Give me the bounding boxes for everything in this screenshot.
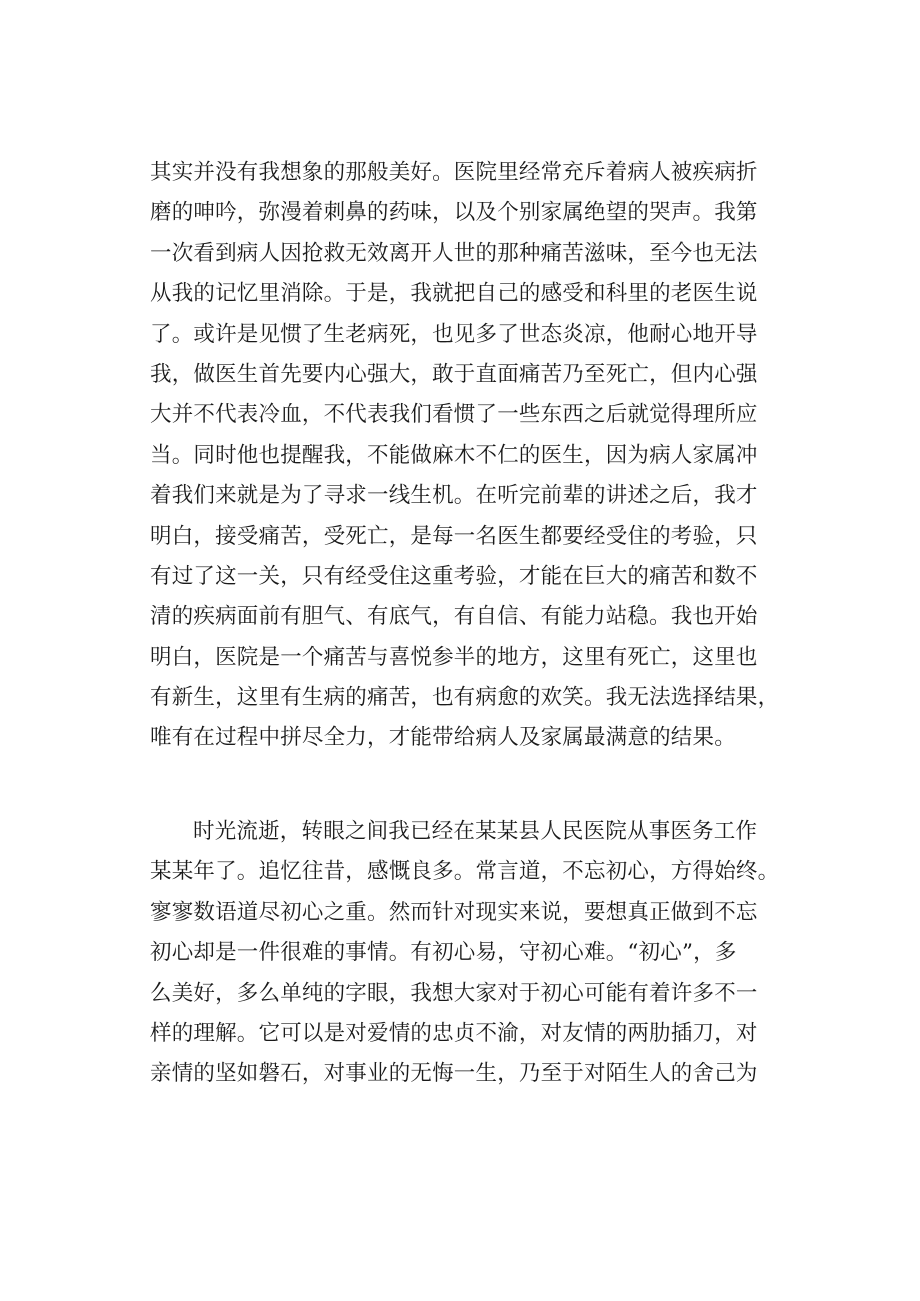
paragraph-line: 着我们来就是为了寻求一线生机。在听完前辈的讲述之后，我才 [150,483,758,509]
paragraph-line: 其实并没有我想象的那般美好。医院里经常充斥着病人被疾病折 [150,160,758,185]
paragraph-line: 么美好，多么单纯的字眼，我想大家对于初心可能有着许多不一 [150,980,758,1006]
paragraph-line: 大并不代表冷血，不代表我们看惯了一些东西之后就觉得理所应 [150,402,758,428]
paragraph-line: 从我的记忆里消除。于是，我就把自己的感受和科里的老医生说 [150,281,758,307]
paragraph-line: 唯有在过程中拼尽全力，才能带给病人及家属最满意的结果。 [150,725,736,751]
paragraph-line: 我，做医生首先要内心强大，敢于直面痛苦乃至死亡，但内心强 [150,361,758,387]
paragraph-line: 初心却是一件很难的事情。有初心易，守初心难。“初心”，多 [150,940,737,966]
paragraph-line: 有新生，这里有生病的痛苦，也有病愈的欢笑。我无法选择结果， [150,685,780,711]
paragraph-line: 寥寥数语道尽初心之重。然而针对现实来说，要想真正做到不忘 [150,899,758,925]
paragraph-line: 亲情的坚如磐石，对事业的无悔一生，乃至于对陌生人的舍己为 [150,1061,758,1087]
paragraph-line: 时光流逝，转眼之间我已经在某某县人民医院从事医务工作 [193,819,758,844]
paragraph-1 [150,153,790,759]
paragraph-line: 明白，接受痛苦，受死亡，是每一名医生都要经受住的考验，只 [150,523,758,549]
paragraph-line: 有过了这一关，只有经受住这重考验，才能在巨大的痛苦和数不 [150,563,758,589]
paragraph-line: 某某年了。追忆往昔，感慨良多。常言道，不忘初心，方得始终。 [150,859,780,885]
paragraph-line: 一次看到病人因抢救无效离开人世的那种痛苦滋味，至今也无法 [150,240,758,266]
paragraph-line: 磨的呻吟，弥漫着刺鼻的药味，以及个别家属绝望的哭声。我第 [150,200,758,226]
paragraph-line: 明白，医院是一个痛苦与喜悦参半的地方，这里有死亡，这里也 [150,644,758,670]
paragraph-line: 样的理解。它可以是对爱情的忠贞不渝，对友情的两肋插刀，对 [150,1020,758,1046]
paragraph-line: 清的疾病面前有胆气、有底气，有自信、有能力站稳。我也开始 [150,604,758,630]
paragraph-2 [150,812,790,1095]
paragraph-line: 当。同时他也提醒我，不能做麻木不仁的医生，因为病人家属冲 [150,442,758,468]
paragraph-line: 了。或许是见惯了生老病死，也见多了世态炎凉，他耐心地开导 [150,321,758,347]
